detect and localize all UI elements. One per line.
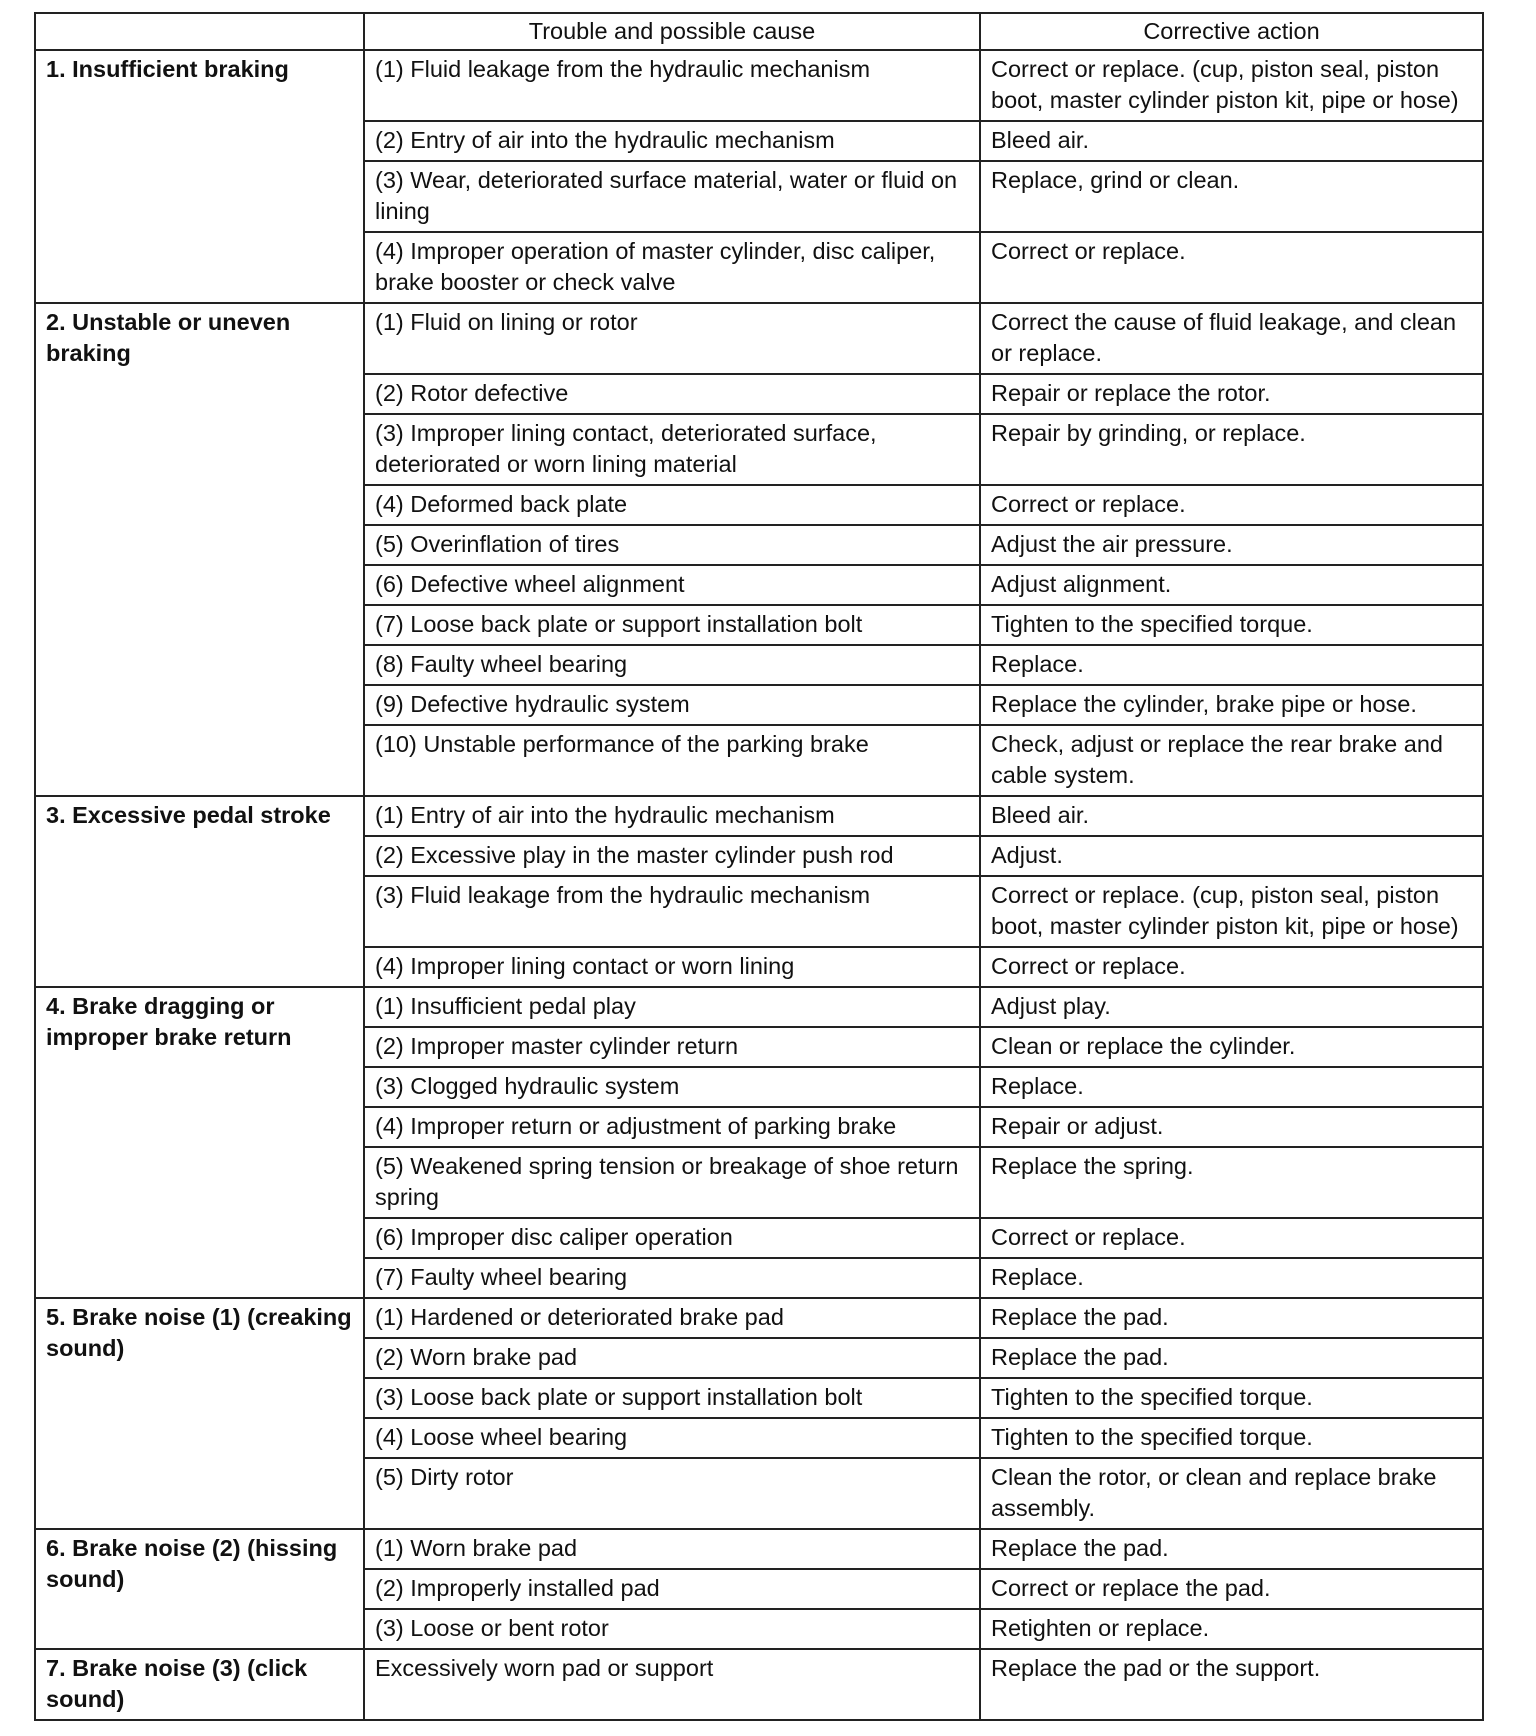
action-cell: Adjust. [980, 836, 1483, 876]
cause-cell: (5) Overinflation of tires [364, 525, 980, 565]
cause-cell: (7) Loose back plate or support installation bolt [364, 605, 980, 645]
cause-cell: (4) Improper lining contact or worn lining [364, 947, 980, 987]
action-cell: Replace. [980, 1067, 1483, 1107]
cause-cell: (2) Rotor defective [364, 374, 980, 414]
cause-cell: (1) Worn brake pad [364, 1529, 980, 1569]
cause-cell: (2) Excessive play in the master cylinder push rod [364, 836, 980, 876]
symptom-cell: 1. Insufficient braking [35, 50, 364, 303]
symptom-cell: 7. Brake noise (3) (click sound) [35, 1649, 364, 1720]
action-cell: Correct or replace. (cup, piston seal, piston boot, master cylinder piston kit, pipe or hose) [980, 876, 1483, 947]
table-row [35, 796, 1483, 836]
action-cell: Correct the cause of fluid leakage, and clean or replace. [980, 303, 1483, 374]
table-row [35, 1298, 1483, 1338]
action-cell: Retighten or replace. [980, 1609, 1483, 1649]
action-cell: Correct or replace. [980, 947, 1483, 987]
action-cell: Correct or replace. [980, 1218, 1483, 1258]
cause-cell: (3) Loose or bent rotor [364, 1609, 980, 1649]
table-row [35, 1649, 1483, 1720]
action-cell: Repair or adjust. [980, 1107, 1483, 1147]
action-cell: Tighten to the specified torque. [980, 605, 1483, 645]
cause-cell: (3) Loose back plate or support installation bolt [364, 1378, 980, 1418]
troubleshooting-table [34, 12, 1484, 1721]
symptom-cell: 4. Brake dragging or improper brake return [35, 987, 364, 1298]
cause-cell: (3) Clogged hydraulic system [364, 1067, 980, 1107]
action-cell: Bleed air. [980, 796, 1483, 836]
action-cell: Replace the pad or the support. [980, 1649, 1483, 1720]
action-cell: Replace the cylinder, brake pipe or hose. [980, 685, 1483, 725]
cause-cell: (10) Unstable performance of the parking brake [364, 725, 980, 796]
action-cell: Check, adjust or replace the rear brake and cable system. [980, 725, 1483, 796]
action-cell: Tighten to the specified torque. [980, 1418, 1483, 1458]
table-row [35, 303, 1483, 374]
header-symptom [35, 13, 364, 50]
cause-cell: (5) Dirty rotor [364, 1458, 980, 1529]
cause-cell: (3) Wear, deteriorated surface material, water or fluid on lining [364, 161, 980, 232]
action-cell: Replace the pad. [980, 1298, 1483, 1338]
cause-cell: (7) Faulty wheel bearing [364, 1258, 980, 1298]
cause-cell: (6) Improper disc caliper operation [364, 1218, 980, 1258]
action-cell: Correct or replace. (cup, piston seal, piston boot, master cylinder piston kit, pipe or hose) [980, 50, 1483, 121]
cause-cell: (4) Improper return or adjustment of parking brake [364, 1107, 980, 1147]
symptom-cell: 2. Unstable or uneven braking [35, 303, 364, 796]
action-cell: Replace, grind or clean. [980, 161, 1483, 232]
cause-cell: (4) Loose wheel bearing [364, 1418, 980, 1458]
cause-cell: (8) Faulty wheel bearing [364, 645, 980, 685]
table-row [35, 1529, 1483, 1569]
action-cell: Adjust play. [980, 987, 1483, 1027]
action-cell: Clean or replace the cylinder. [980, 1027, 1483, 1067]
header-row [35, 13, 1483, 50]
cause-cell: (2) Improperly installed pad [364, 1569, 980, 1609]
header-cause: Trouble and possible cause [364, 13, 980, 50]
cause-cell: Excessively worn pad or support [364, 1649, 980, 1720]
cause-cell: (1) Fluid leakage from the hydraulic mechanism [364, 50, 980, 121]
cause-cell: (3) Improper lining contact, deteriorated surface, deteriorated or worn lining material [364, 414, 980, 485]
action-cell: Correct or replace. [980, 232, 1483, 303]
action-cell: Replace the pad. [980, 1338, 1483, 1378]
cause-cell: (1) Hardened or deteriorated brake pad [364, 1298, 980, 1338]
symptom-cell: 6. Brake noise (2) (hissing sound) [35, 1529, 364, 1649]
table-row [35, 987, 1483, 1027]
cause-cell: (3) Fluid leakage from the hydraulic mechanism [364, 876, 980, 947]
action-cell: Repair by grinding, or replace. [980, 414, 1483, 485]
table-body [35, 50, 1483, 1720]
cause-cell: (1) Insufficient pedal play [364, 987, 980, 1027]
cause-cell: (1) Entry of air into the hydraulic mechanism [364, 796, 980, 836]
action-cell: Replace. [980, 1258, 1483, 1298]
action-cell: Replace the spring. [980, 1147, 1483, 1218]
action-cell: Clean the rotor, or clean and replace brake assembly. [980, 1458, 1483, 1529]
action-cell: Correct or replace the pad. [980, 1569, 1483, 1609]
cause-cell: (2) Worn brake pad [364, 1338, 980, 1378]
document-page [34, 12, 1482, 1721]
cause-cell: (1) Fluid on lining or rotor [364, 303, 980, 374]
action-cell: Correct or replace. [980, 485, 1483, 525]
cause-cell: (5) Weakened spring tension or breakage of shoe return spring [364, 1147, 980, 1218]
action-cell: Adjust alignment. [980, 565, 1483, 605]
cause-cell: (2) Improper master cylinder return [364, 1027, 980, 1067]
action-cell: Replace the pad. [980, 1529, 1483, 1569]
cause-cell: (4) Improper operation of master cylinder, disc caliper, brake booster or check valve [364, 232, 980, 303]
action-cell: Tighten to the specified torque. [980, 1378, 1483, 1418]
action-cell: Adjust the air pressure. [980, 525, 1483, 565]
action-cell: Bleed air. [980, 121, 1483, 161]
cause-cell: (4) Deformed back plate [364, 485, 980, 525]
action-cell: Replace. [980, 645, 1483, 685]
cause-cell: (2) Entry of air into the hydraulic mechanism [364, 121, 980, 161]
header-action: Corrective action [980, 13, 1483, 50]
cause-cell: (9) Defective hydraulic system [364, 685, 980, 725]
symptom-cell: 3. Excessive pedal stroke [35, 796, 364, 987]
cause-cell: (6) Defective wheel alignment [364, 565, 980, 605]
table-row [35, 50, 1483, 121]
symptom-cell: 5. Brake noise (1) (creaking sound) [35, 1298, 364, 1529]
action-cell: Repair or replace the rotor. [980, 374, 1483, 414]
